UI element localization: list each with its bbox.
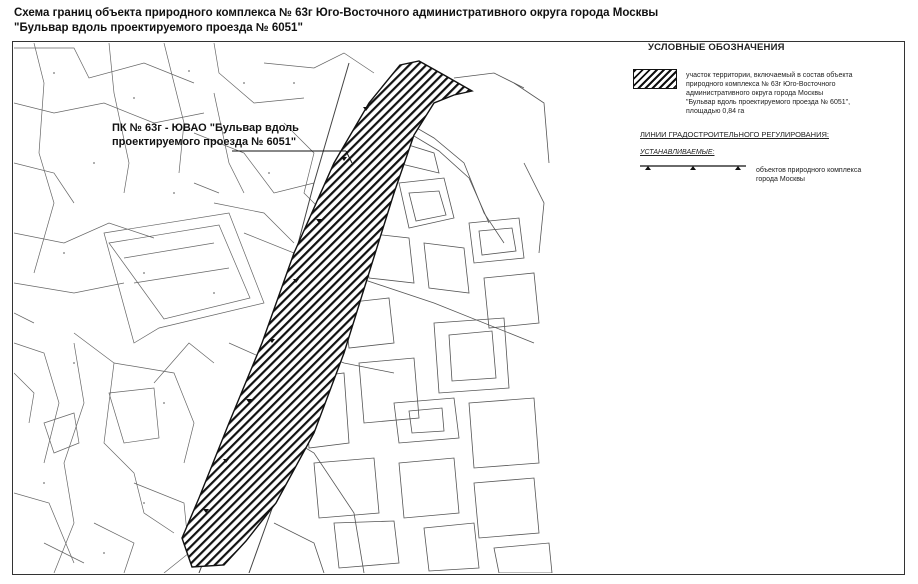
- legend-area-line-5: площадью 0,84 га: [686, 108, 745, 115]
- legend-area-line-1: участок территории, включаемый в состав объекта: [686, 72, 853, 79]
- object-label-line-2: проектируемого проезда № 6051": [112, 136, 297, 148]
- object-label: [112, 121, 338, 149]
- legend-area-line-3: административного округа города Москвы: [686, 90, 824, 97]
- map-title-line-1: Схема границ объекта природного комплекса № 63г Юго-Восточного административного округа города Москвы: [14, 7, 659, 19]
- legend-boundary-line-icon: [638, 160, 748, 176]
- legend-area-description: [686, 71, 886, 116]
- legend-hatch-swatch-icon: [633, 69, 677, 89]
- legend-line-text-2: города Москвы: [756, 176, 805, 183]
- legend-establish-heading: УСТАНАВЛИВАЕМЫЕ:: [640, 149, 715, 156]
- map-title-line-2: "Бульвар вдоль проектируемого проезда № 6051": [14, 22, 303, 34]
- legend-regulation-lines-heading: ЛИНИИ ГРАДОСТРОИТЕЛЬНОГО РЕГУЛИРОВАНИЯ:: [640, 130, 829, 139]
- legend-area-line-4: "Бульвар вдоль проектируемого проезда № 6051",: [686, 99, 851, 106]
- map-title: [14, 6, 714, 36]
- legend-title: УСЛОВНЫЕ ОБОЗНАЧЕНИЯ: [648, 42, 785, 53]
- object-label-line-1: ПК № 63г - ЮВАО "Бульвар вдоль: [112, 122, 299, 134]
- legend-line-description: [756, 166, 896, 184]
- legend-line-text-1: объектов природного комплекса: [756, 167, 862, 174]
- legend-area-line-2: природного комплекса № 63г Юго-Восточного: [686, 81, 836, 88]
